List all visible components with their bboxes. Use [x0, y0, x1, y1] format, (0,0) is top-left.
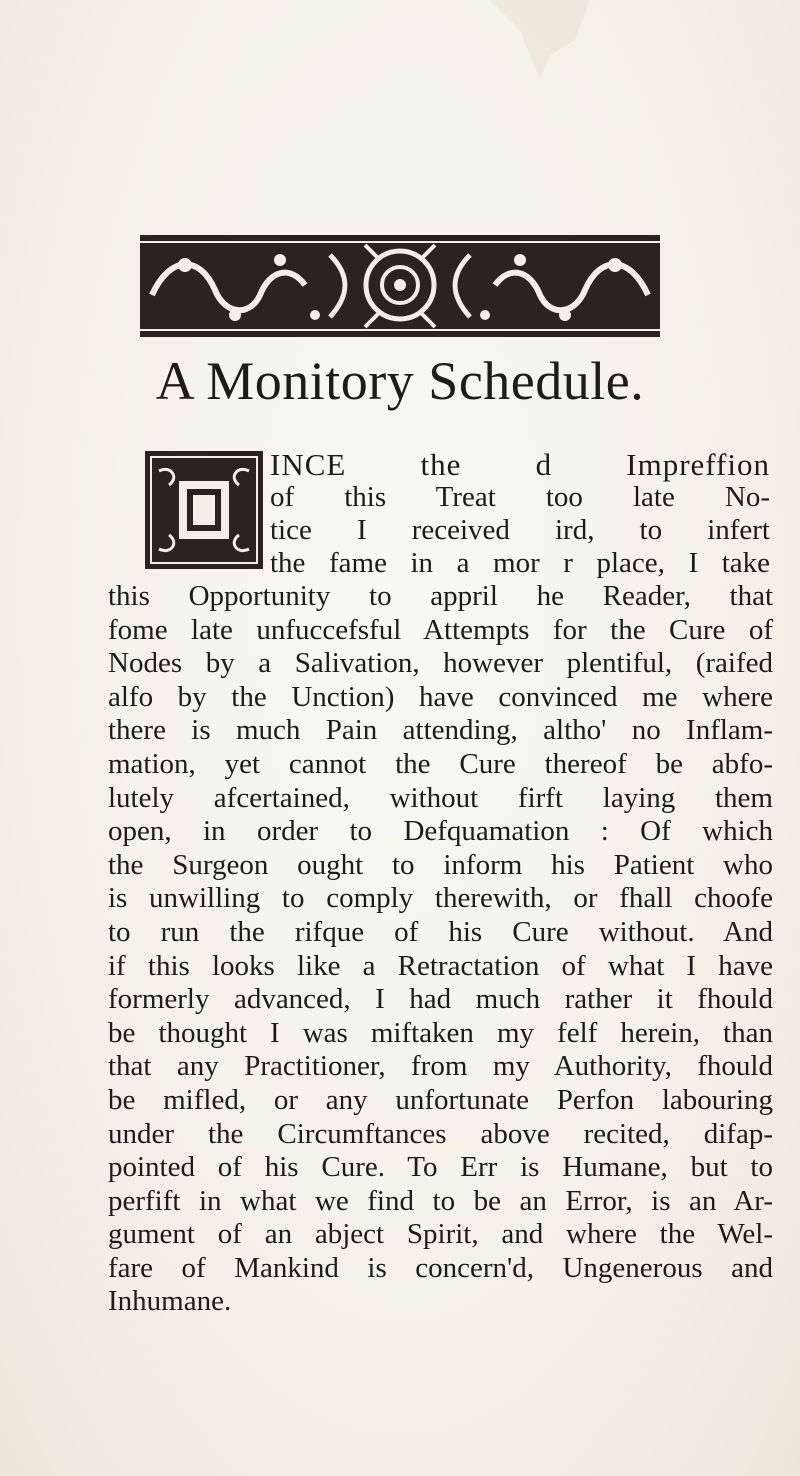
text-line: Nodes by a Salivation, however plentiful, (raifed: [108, 647, 773, 680]
opening-line: of this Treat too late No-: [270, 481, 770, 513]
opening-line: tice I received ird, to infert: [270, 514, 770, 546]
text-line: that any Practitioner, from my Authority, fhould: [108, 1050, 773, 1083]
text-line: alfo by the Unction) have convinced me where: [108, 680, 773, 713]
text-line: fome late unfuccefsful Attempts for the Cure of: [108, 613, 773, 646]
text-line: to run the rifque of his Cure without. And: [108, 915, 773, 948]
text-line: open, in order to Defquamation : Of which: [108, 815, 773, 848]
text-line: if this looks like a Retractation of what I have: [108, 949, 773, 982]
text-line: fare of Mankind is concern'd, Ungenerous and: [108, 1251, 773, 1284]
decorated-initial-S: [145, 451, 263, 569]
text-line: pointed of his Cure. To Err is Humane, but to: [108, 1151, 773, 1184]
text-line: be thought I was miftaken my felf herein, than: [108, 1016, 773, 1049]
text-line: is unwilling to comply therewith, or fhall choofe: [108, 882, 773, 915]
body-text: [108, 580, 773, 1319]
text-line: perfift in what we find to be an Error, is an Ar-: [108, 1184, 773, 1217]
text-line: under the Circumftances above recited, difap-: [108, 1117, 773, 1150]
opening-line: INCE the d Impreffion: [270, 447, 770, 482]
text-line: be mifled, or any unfortunate Perfon labouring: [108, 1083, 773, 1116]
text-line: gument of an abject Spirit, and where the Wel-: [108, 1218, 773, 1251]
text-line: formerly advanced, I had much rather it fhould: [108, 983, 773, 1016]
opening-lines: [270, 448, 770, 580]
torn-corner: [480, 0, 600, 80]
text-line: Inhumane.: [108, 1285, 232, 1318]
opening-line: the fame in a mor r place, I take: [270, 547, 770, 579]
text-line: there is much Pain attending, altho' no Inflam-: [108, 714, 773, 747]
text-line: mation, yet cannot the Cure thereof be abfo-: [108, 747, 773, 780]
text-line: the Surgeon ought to inform his Patient who: [108, 848, 773, 881]
page-title: A Monitory Schedule.: [155, 351, 645, 411]
ornamental-headpiece: [140, 235, 660, 337]
text-line: this Opportunity to appril he Reader, that: [108, 580, 773, 612]
text-line: lutely afcertained, without firft laying them: [108, 781, 773, 814]
